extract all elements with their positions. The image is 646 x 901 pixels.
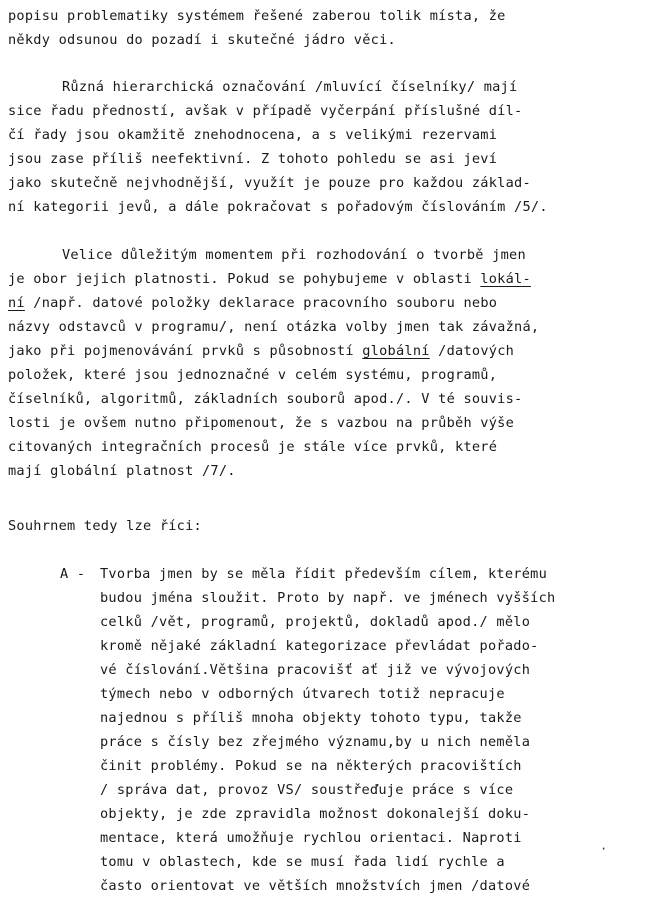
paragraph-1-line-1: popisu problematiky systémem řešené zaberou tolik místa, že: [8, 8, 506, 24]
item-a-line-14: často orientovat ve větších množstvích jmen /datové: [100, 878, 531, 894]
item-a-line-2: budou jména sloužit. Proto by např. ve jménech vyšších: [100, 590, 556, 606]
item-a-line-7: najednou s příliš mnoha objekty tohoto typu, takže: [100, 710, 522, 726]
item-a-line-12: mentace, která umožňuje rychlou orientaci. Naproti: [100, 830, 522, 846]
item-a-line-13: tomu v oblastech, kde se musí řada lidí rychle a: [100, 854, 505, 870]
paragraph-3-line-4: názvy odstavců v programu/, není otázka volby jmen tak závažná,: [8, 319, 540, 335]
paragraph-3-line-2-text: je obor jejich platnosti. Pokud se pohybujeme v oblasti: [8, 271, 481, 287]
paragraph-3-line-7: číselníků, algoritmů, základních souborů apod./. V té souvis-: [8, 391, 523, 407]
paragraph-3-line-9: citovaných integračních procesů je stále více prvků, které: [8, 439, 498, 455]
paragraph-3-line-6: položek, které jsou jednoznačné v celém systému, programů,: [8, 367, 498, 383]
item-a-line-11: objekty, je zde zpravidla možnost dokonalejší doku-: [100, 806, 531, 822]
item-a-line-10: / správa dat, provoz VS/ soustřeďuje práce s více: [100, 782, 514, 798]
scan-speck: ·: [600, 842, 608, 856]
paragraph-2-line-1: Různá hierarchická označování /mluvící číselníky/ mají: [62, 79, 518, 95]
paragraph-3-line-8: losti je ovšem nutno připomenout, že s vazbou na průběh výše: [8, 415, 515, 431]
paragraph-2-line-4: jsou zase příliš neefektivní. Z tohoto pohledu se asi jeví: [8, 151, 498, 167]
paragraph-3-line-5-text-b: /datových: [429, 343, 515, 359]
paragraph-3-line-2: [8, 268, 531, 291]
item-a-line-4: kromě nějaké základní kategorizace převládat pořado-: [100, 638, 539, 654]
underlined-term-lokalni-part-2: ní: [8, 295, 25, 311]
paragraph-3-line-5: [8, 340, 514, 363]
paragraph-3-line-10: mají globální platnost /7/.: [8, 463, 236, 479]
item-a-marker: A -: [60, 566, 86, 582]
item-a-line-1: Tvorba jmen by se měla řídit především cílem, kterému: [100, 566, 548, 582]
paragraph-3-line-3-text: /např. datové položky deklarace pracovního souboru nebo: [24, 295, 498, 311]
item-a-line-8: práce s čísly bez zřejmého významu,by u nich neměla: [100, 734, 531, 750]
paragraph-1-line-2: někdy odsunou do pozadí i skutečné jádro věci.: [8, 32, 396, 48]
paragraph-3-line-3: [8, 292, 497, 315]
paragraph-2-line-5: jako skutečně nejvhodnější, využít je pouze pro každou základ-: [8, 175, 531, 191]
paragraph-3-line-5-text-a: jako při pojmenovávání prvků s působností: [8, 343, 363, 359]
summary-heading: Souhrnem tedy lze říci:: [8, 518, 202, 534]
item-a-line-5: vé číslování.Většina pracovišť ať již ve vývojových: [100, 662, 531, 678]
paragraph-2-line-2: sice řadu předností, avšak v případě vyčerpání příslušné díl-: [8, 103, 523, 119]
underlined-term-lokalni-part-1: lokál-: [480, 271, 531, 287]
item-a-line-6: týmech nebo v odborných útvarech totiž nepracuje: [100, 686, 505, 702]
paragraph-2-line-3: čí řady jsou okamžitě znehodnocena, a s velikými rezervami: [8, 127, 498, 143]
paragraph-3-line-1: Velice důležitým momentem při rozhodování o tvorbě jmen: [62, 247, 526, 263]
underlined-term-globalni: globální: [362, 343, 430, 359]
item-a-line-9: činit problémy. Pokud se na některých pracovištích: [100, 758, 522, 774]
item-a-line-3: celků /vět, programů, projektů, dokladů apod./ mělo: [100, 614, 531, 630]
paragraph-2-line-6: ní kategorii jevů, a dále pokračovat s pořadovým číslováním /5/.: [8, 199, 548, 215]
